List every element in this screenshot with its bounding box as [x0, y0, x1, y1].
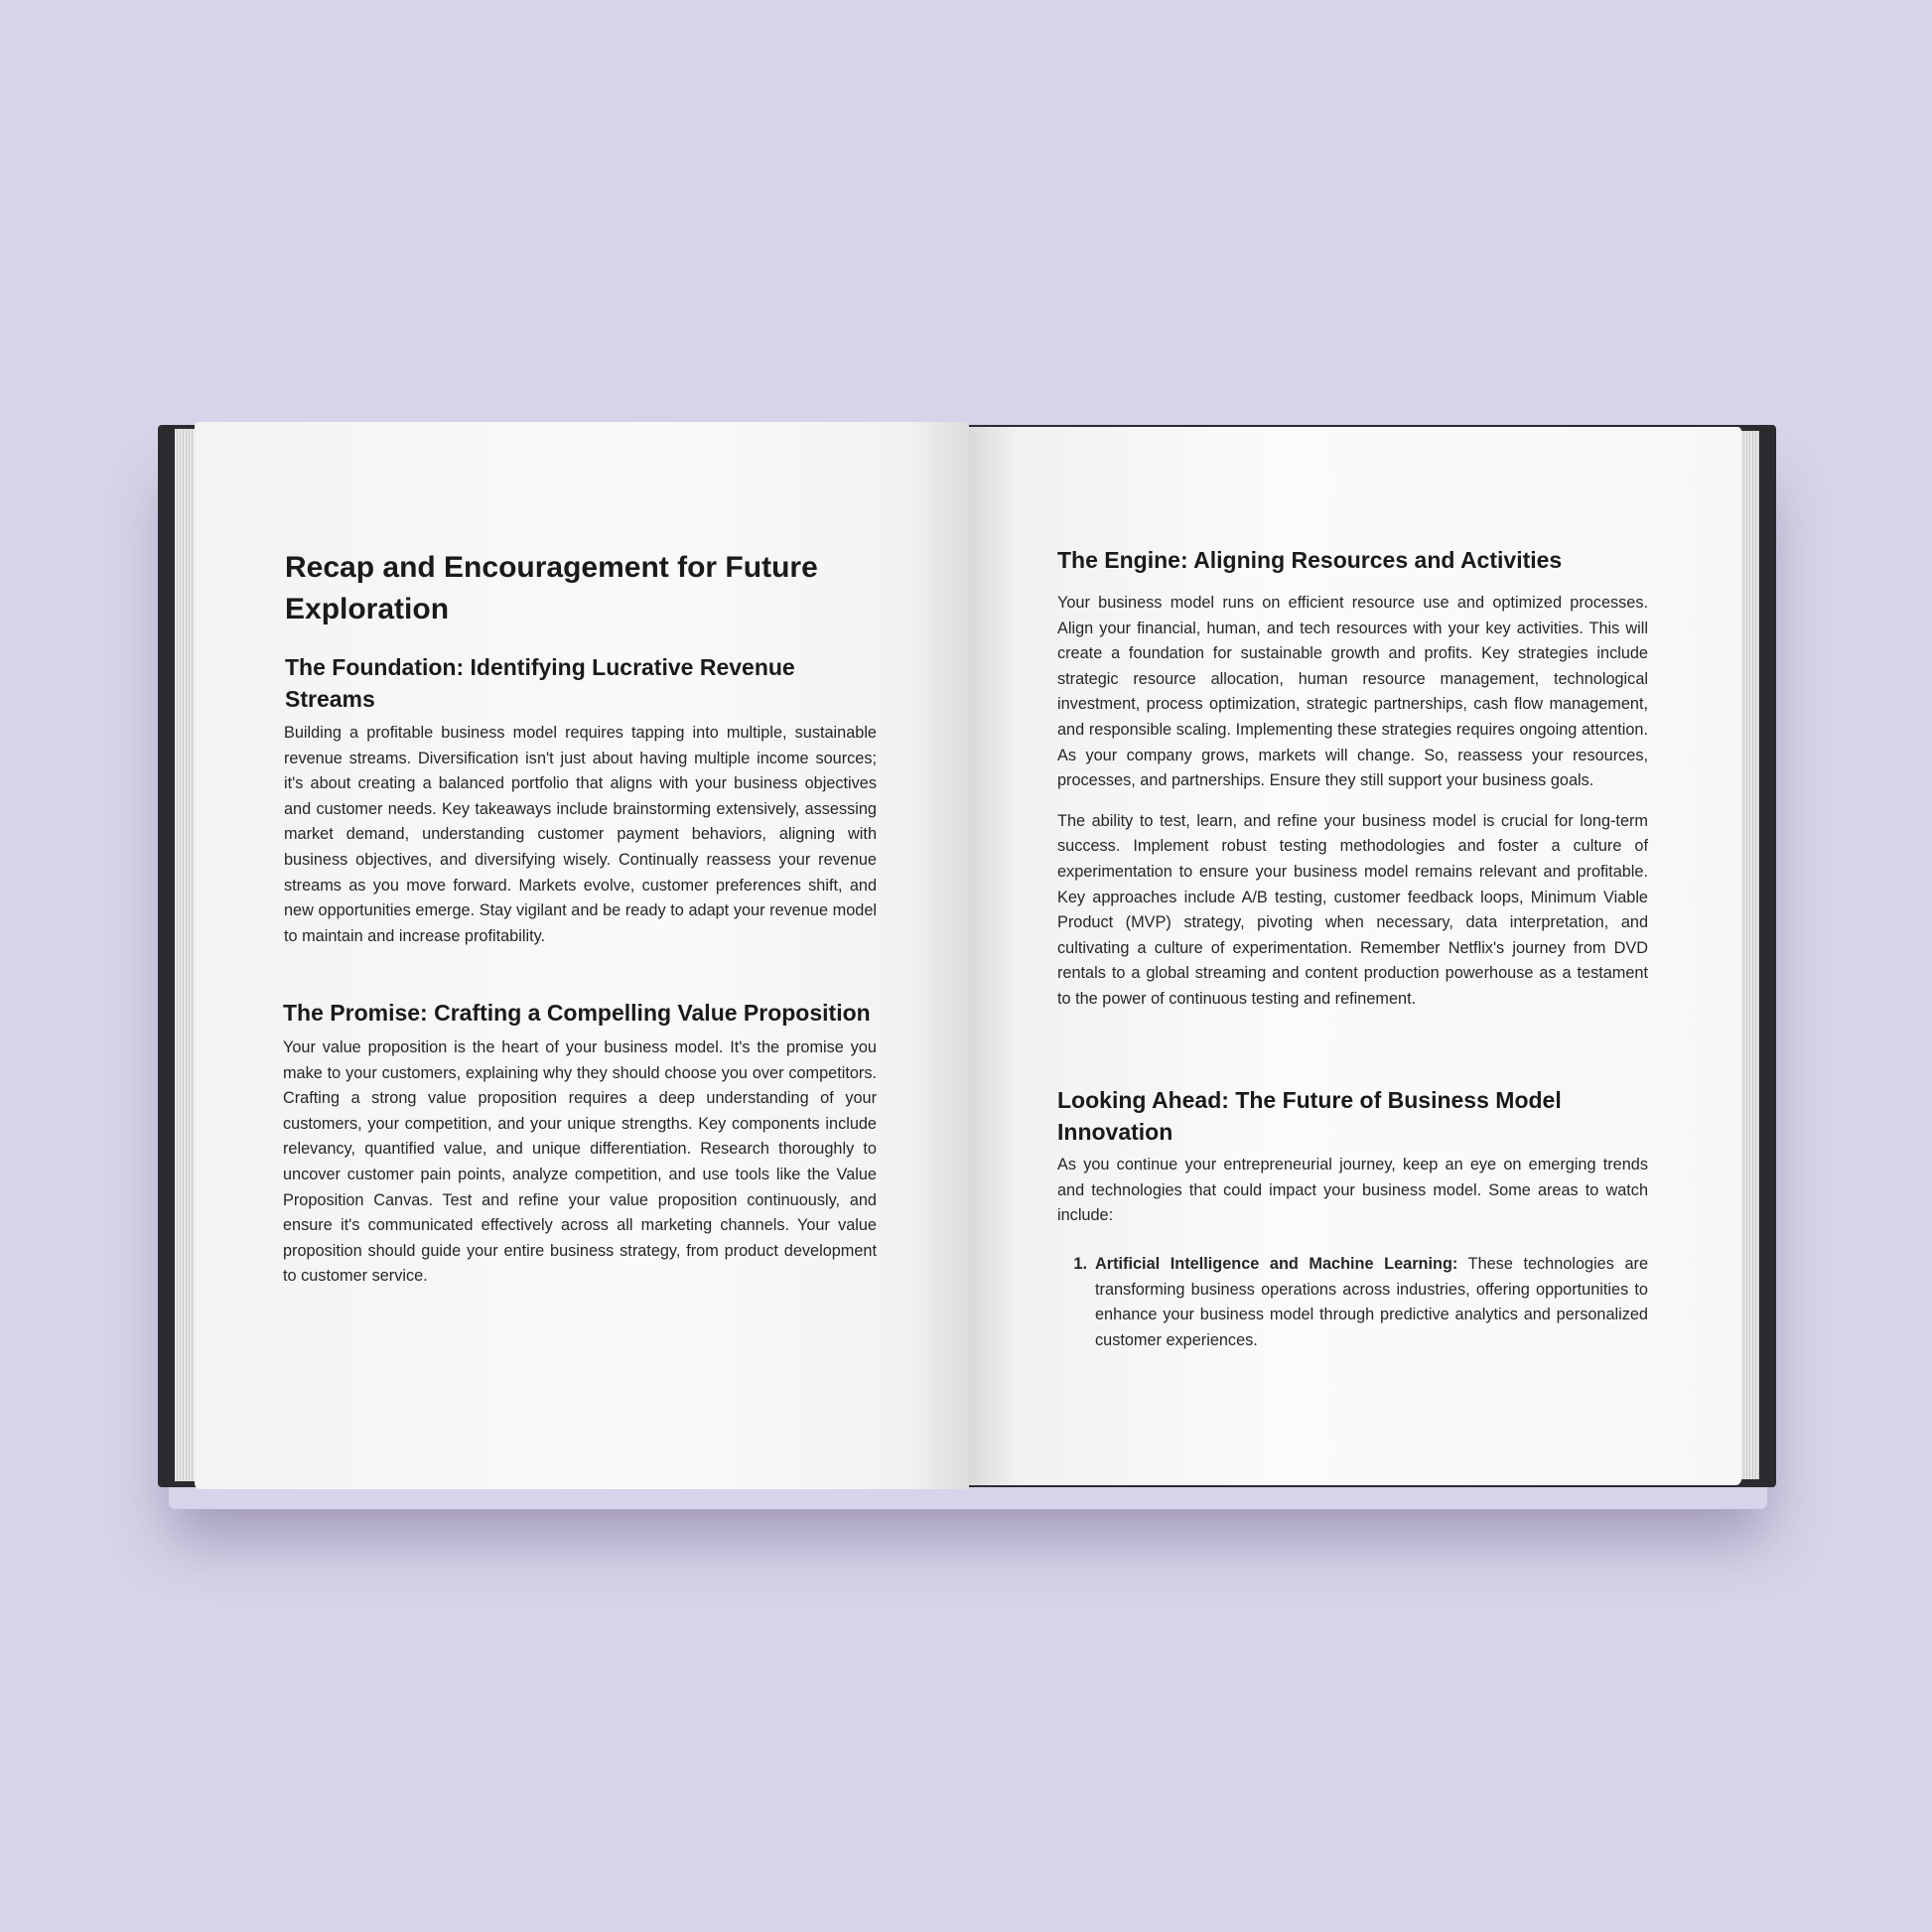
trend-list	[1055, 1252, 1648, 1353]
section-heading-looking-ahead: Looking Ahead: The Future of Business Model Innovation	[1057, 1087, 1562, 1145]
section-foundation-body-block	[284, 721, 877, 949]
section-engine-heading-block	[1057, 544, 1653, 576]
section-body-foundation: Building a profitable business model requires tapping into multiple, sustainable revenue streams. Diversification isn't just about having multiple income sources; it's about creating a balanced portfolio that aligns with your business objectives and customer needs. Key takeaways include brainstorming extensively, assessing market demand, understanding customer payment behaviors, aligning with business objectives, and diversifying wisely. Continually reassess your revenue streams as you move forward. Markets evolve, customer preferences shift, and new opportunities emerge. Stay vigilant and be ready to adapt your revenue model to maintain and increase profitability.	[284, 724, 877, 945]
list-item	[1055, 1252, 1648, 1353]
section-foundation-heading-block	[285, 651, 841, 715]
list-item-term: Artificial Intelligence and Machine Learning:	[1095, 1255, 1458, 1273]
chapter-title: Recap and Encouragement for Future Exploration	[285, 551, 818, 625]
section-heading-foundation: The Foundation: Identifying Lucrative Revenue Streams	[285, 654, 795, 712]
section-heading-engine: The Engine: Aligning Resources and Activities	[1057, 547, 1563, 573]
section-body-promise: Your value proposition is the heart of your business model. It's the promise you make to your customers, explaining why they should choose you over competitors. Crafting a strong value proposition requires a deep understanding of your customers, your competition, and your unique strengths. Key components include relevancy, quantified value, and unique differentiation. Research thoroughly to uncover customer pain points, analyze competition, and use tools like the Value Proposition Canvas. Test and refine your value proposition continuously, and ensure it's communicated effectively across all marketing channels. Your value proposition should guide your entire business strategy, from product development to customer service.	[283, 1038, 877, 1286]
list-item-text: These technologies are transforming business operations across industries, offering opportunities to enhance your business model through predictive analytics and personalized customer experiences.	[1095, 1255, 1648, 1349]
chapter-title-block	[285, 547, 881, 630]
section-ahead-heading-block	[1057, 1084, 1613, 1148]
section-body-engine-1: Your business model runs on efficient resource use and optimized processes. Align your financial, human, and tech resources with your key activities. This will create a foundation for sustainable growth and profits. Key strategies include strategic resource allocation, human resource management, technological investment, process optimization, strategic partnerships, cash flow management, and responsible scaling. Implementing these strategies requires ongoing attention. As your company grows, markets will change. So, reassess your resources, processes, and partnerships. Ensure they still support your business goals.	[1057, 594, 1648, 790]
list-number: 1.	[1073, 1255, 1087, 1273]
section-engine-body-block	[1057, 591, 1648, 1013]
section-body-engine-2: The ability to test, learn, and refine your business model is crucial for long-term success. Implement robust testing methodologies and foster a culture of experimentation to ensure your business model remains relevant and profitable. Key approaches include A/B testing, customer feedback loops, Minimum Viable Product (MVP) strategy, pivoting when necessary, data interpretation, and cultivating a culture of experimentation. Remember Netflix's journey from DVD rentals to a global streaming and content production powerhouse as a testament to the power of continuous testing and refinement.	[1057, 811, 1648, 1008]
section-promise-body-block	[283, 1035, 877, 1290]
section-promise-heading-block	[283, 997, 889, 1029]
section-ahead-body-block	[1057, 1153, 1648, 1229]
section-body-looking-ahead: As you continue your entrepreneurial journey, keep an eye on emerging trends and technologies that could impact your business model. Some areas to watch include:	[1057, 1156, 1648, 1225]
list-item-content	[1095, 1252, 1648, 1353]
section-heading-promise: The Promise: Crafting a Compelling Value Proposition	[283, 1000, 871, 1026]
